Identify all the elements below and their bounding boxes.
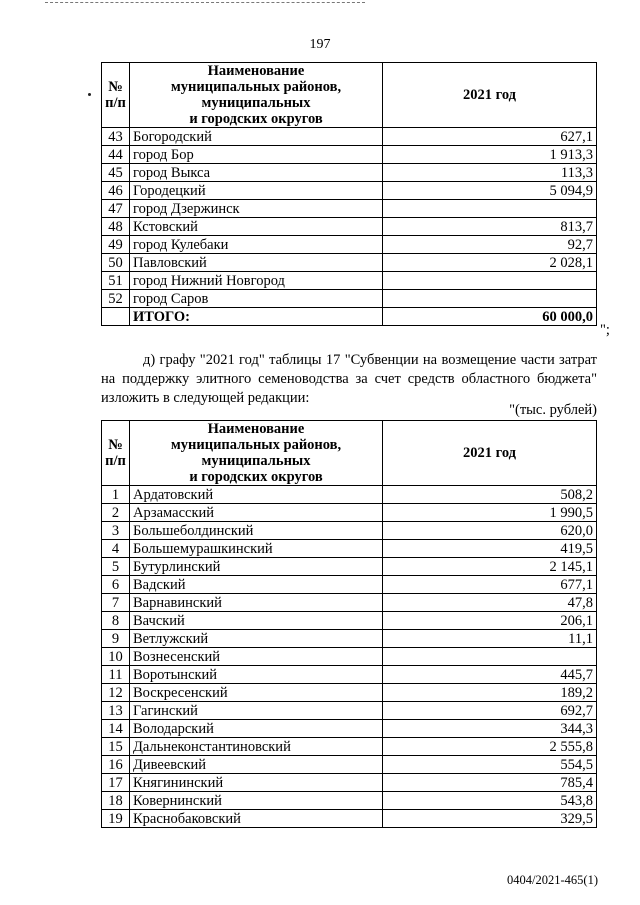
row-number: 52 [102,290,130,308]
total-row [102,308,597,326]
row-value: 813,7 [383,218,597,236]
row-number: 44 [102,146,130,164]
row-number: 14 [102,720,130,738]
table-row [102,146,597,164]
row-value: 620,0 [383,522,597,540]
row-number: 48 [102,218,130,236]
row-number: 11 [102,666,130,684]
table-row [102,522,597,540]
column-header-name-label: Наименование муниципальных районов, муниципальных и городских округов [170,63,342,127]
municipality-name: Краснобаковский [130,810,383,828]
row-value: 2 028,1 [383,254,597,272]
row-number: 6 [102,576,130,594]
column-header-name [130,421,383,486]
column-header-year [383,63,597,128]
row-number: 12 [102,684,130,702]
municipality-name: Варнавинский [130,594,383,612]
subsidy-table-part [101,62,597,326]
table-row [102,774,597,792]
municipality-name: Городецкий [130,182,383,200]
table1-body [102,128,597,308]
municipality-name: Большемурашкинский [130,540,383,558]
table-row [102,702,597,720]
row-number: 17 [102,774,130,792]
municipality-name: город Нижний Новгород [130,272,383,290]
table-row [102,272,597,290]
municipality-name: Воскресенский [130,684,383,702]
table-row [102,792,597,810]
row-value: 419,5 [383,540,597,558]
row-number: 49 [102,236,130,254]
top-scan-line [45,2,365,4]
column-header-year [383,421,597,486]
row-value [383,272,597,290]
municipality-name: Большеболдинский [130,522,383,540]
row-value: 113,3 [383,164,597,182]
column-header-number-label: № п/п [105,437,126,469]
row-number: 8 [102,612,130,630]
municipality-name: Вадский [130,576,383,594]
table-row [102,504,597,522]
column-header-year-label: 2021 год [462,445,516,461]
table-row [102,486,597,504]
table-row [102,666,597,684]
table-row [102,164,597,182]
row-number: 43 [102,128,130,146]
total-value: 60 000,0 [383,308,597,326]
row-number: 3 [102,522,130,540]
row-value: 189,2 [383,684,597,702]
municipality-name: Ардатовский [130,486,383,504]
column-header-number-label: № п/п [105,79,126,111]
row-number: 18 [102,792,130,810]
municipality-name: Ветлужский [130,630,383,648]
table-row [102,720,597,738]
column-header-number [102,63,130,128]
total-number-cell [102,308,130,326]
row-value: 508,2 [383,486,597,504]
municipality-name: город Кулебаки [130,236,383,254]
municipality-name: город Саров [130,290,383,308]
row-number: 4 [102,540,130,558]
municipality-name: Богородский [130,128,383,146]
row-number: 5 [102,558,130,576]
row-number: 2 [102,504,130,522]
table-row [102,182,597,200]
amendment-paragraph: д) графу "2021 год" таблицы 17 "Субвенции на возмещение части затрат на поддержку элитного семеноводства за счет средств областного бюджета" изложить в следующей редакции: [101,352,597,406]
row-value [383,648,597,666]
municipality-name: Гагинский [130,702,383,720]
page-number: 197 [309,37,331,52]
row-number: 1 [102,486,130,504]
row-value: 627,1 [383,128,597,146]
row-value: 785,4 [383,774,597,792]
row-number: 45 [102,164,130,182]
row-value: 329,5 [383,810,597,828]
municipality-name: город Бор [130,146,383,164]
table-row [102,612,597,630]
row-value: 92,7 [383,236,597,254]
row-value: 554,5 [383,756,597,774]
row-value: 1 990,5 [383,504,597,522]
municipality-name: Вачский [130,612,383,630]
municipality-name: город Дзержинск [130,200,383,218]
table-row [102,558,597,576]
row-number: 51 [102,272,130,290]
table-row [102,218,597,236]
row-value: 11,1 [383,630,597,648]
row-number: 50 [102,254,130,272]
table-row [102,254,597,272]
table-row [102,576,597,594]
municipality-name: Дивеевский [130,756,383,774]
column-header-year-label: 2021 год [462,87,516,103]
table-row [102,810,597,828]
table-row [102,290,597,308]
row-value: 677,1 [383,576,597,594]
municipality-name: Кстовский [130,218,383,236]
municipality-name: Воротынский [130,666,383,684]
units-label: "(тыс. рублей) [509,402,597,418]
table-row [102,648,597,666]
row-value: 47,8 [383,594,597,612]
municipality-name: Дальнеконстантиновский [130,738,383,756]
row-value: 5 094,9 [383,182,597,200]
municipality-name: Ковернинский [130,792,383,810]
municipality-name: Княгининский [130,774,383,792]
municipality-name: Вознесенский [130,648,383,666]
row-value: 543,8 [383,792,597,810]
table-row [102,200,597,218]
row-value: 344,3 [383,720,597,738]
table-row [102,738,597,756]
column-header-name-label: Наименование муниципальных районов, муниципальных и городских округов [170,421,342,485]
document-code: 0404/2021-465(1) [507,873,598,887]
scan-speck [88,93,91,96]
row-value: 2 555,8 [383,738,597,756]
municipality-name: Арзамасский [130,504,383,522]
row-number: 16 [102,756,130,774]
row-number: 9 [102,630,130,648]
row-number: 10 [102,648,130,666]
municipality-name: Володарский [130,720,383,738]
row-value [383,200,597,218]
row-value: 445,7 [383,666,597,684]
total-label: ИТОГО: [130,308,383,326]
row-value: 692,7 [383,702,597,720]
row-number: 46 [102,182,130,200]
row-number: 19 [102,810,130,828]
closing-quote: "; [600,322,610,338]
column-header-name [130,63,383,128]
table-row [102,540,597,558]
table-row [102,594,597,612]
table-row [102,756,597,774]
municipality-name: город Выкса [130,164,383,182]
row-value [383,290,597,308]
municipality-name: Павловский [130,254,383,272]
table-row [102,128,597,146]
row-number: 15 [102,738,130,756]
row-number: 13 [102,702,130,720]
row-value: 2 145,1 [383,558,597,576]
table-row [102,684,597,702]
row-value: 1 913,3 [383,146,597,164]
table2-body [102,486,597,828]
row-value: 206,1 [383,612,597,630]
row-number: 7 [102,594,130,612]
table-row [102,630,597,648]
municipality-name: Бутурлинский [130,558,383,576]
column-header-number [102,421,130,486]
table-row [102,236,597,254]
elite-seed-subsidy-table [101,420,597,828]
row-number: 47 [102,200,130,218]
